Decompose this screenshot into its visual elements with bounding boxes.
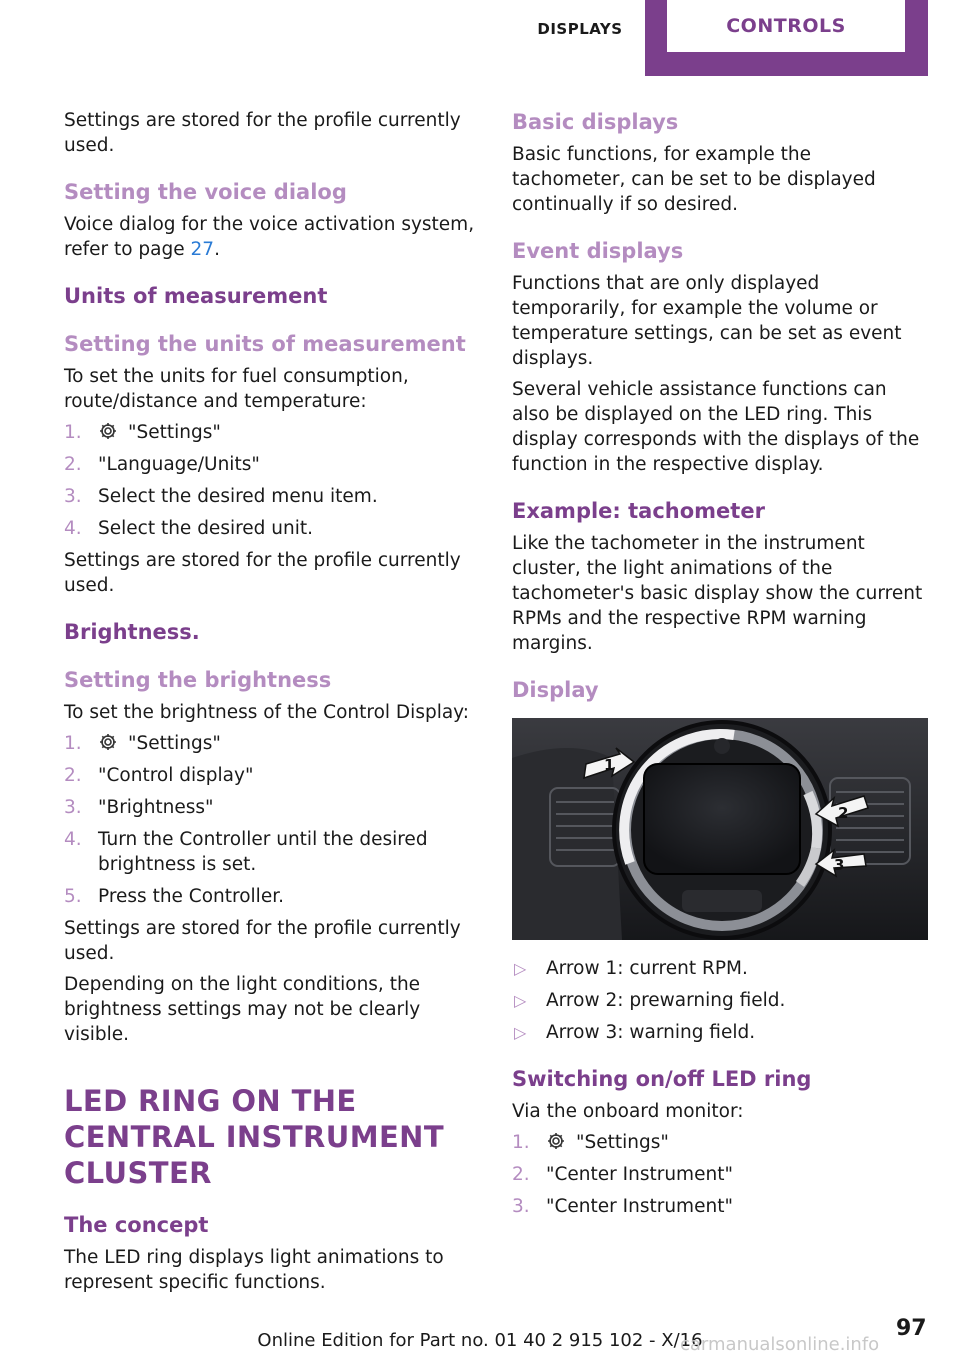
step-number: 5.	[64, 886, 82, 907]
triangle-bullet-icon: ▷	[514, 959, 527, 978]
step-text: Select the desired menu item.	[98, 486, 378, 507]
step-text: "Settings"	[128, 422, 221, 443]
arrow-3-label: 3	[834, 856, 845, 874]
step-text: Press the Controller.	[98, 886, 284, 907]
step-number: 1.	[64, 422, 82, 443]
paragraph-stored-1: Settings are stored for the profile currently used.	[64, 110, 461, 156]
tab-displays: DISPLAYS	[537, 20, 623, 38]
page-link-27[interactable]: 27	[190, 239, 215, 260]
heading-display: Display	[512, 678, 599, 702]
heading-brightness-setting: Setting the brightness	[64, 668, 332, 692]
gear-icon	[546, 1131, 566, 1151]
step-text: "Settings"	[128, 733, 221, 754]
heading-example: Example: tachometer	[512, 499, 765, 523]
tab-controls	[645, 0, 928, 76]
arrow-text: Arrow 3: warning field.	[546, 1022, 756, 1043]
step-text: "Center Instrument"	[546, 1164, 733, 1185]
paragraph-concept: The LED ring displays light animations to represent specific functions.	[64, 1247, 444, 1293]
heading-basic-displays: Basic displays	[512, 110, 679, 134]
list-item	[512, 956, 928, 981]
list-item	[64, 763, 478, 788]
list-item	[64, 827, 478, 877]
heading-switch-led: Switching on/off LED ring	[512, 1067, 812, 1091]
watermark: carmanualsonline.info	[680, 1334, 880, 1355]
step-number: 2.	[64, 454, 82, 475]
step-text: "Control display"	[98, 765, 254, 786]
step-text: "Brightness"	[98, 797, 214, 818]
paragraph-event-1: Functions that are only displayed temporarily, for example the volume or temperature settings, can be set as event displays.	[512, 273, 902, 369]
left-column	[64, 108, 478, 1301]
arrow-2-label: 2	[838, 804, 849, 822]
list-item	[64, 884, 478, 909]
list-item	[64, 452, 478, 477]
triangle-bullet-icon: ▷	[514, 1023, 527, 1042]
gear-icon	[98, 732, 118, 752]
brightness-steps-list	[64, 731, 478, 909]
units-steps-list	[64, 420, 478, 541]
paragraph-depending: Depending on the light conditions, the brightness settings may not be clearly visible.	[64, 974, 421, 1045]
step-text: Turn the Controller until the desired brightness is set.	[98, 829, 428, 875]
step-text: Select the desired unit.	[98, 518, 314, 539]
heading-units-setting: Setting the units of measurement	[64, 332, 466, 356]
voice-text: Voice dialog for the voice activation system, refer to page	[64, 214, 475, 260]
paragraph-switch: Via the onboard monitor:	[512, 1101, 744, 1122]
step-number: 3.	[64, 797, 82, 818]
paragraph-stored-2: Settings are stored for the profile currently used.	[64, 550, 461, 596]
heading-brightness: Brightness.	[64, 620, 200, 644]
voice-text-end: .	[214, 239, 220, 260]
step-number: 2.	[64, 765, 82, 786]
step-number: 1.	[512, 1132, 530, 1153]
step-text: "Settings"	[576, 1132, 669, 1153]
right-column	[512, 108, 928, 1226]
step-text: "Center Instrument"	[546, 1196, 733, 1217]
paragraph-basic: Basic functions, for example the tachometer, can be set to be displayed continually if so desired.	[512, 144, 876, 215]
arrow-1-label: 1	[604, 756, 615, 774]
arrow-text: Arrow 1: current RPM.	[546, 958, 748, 979]
step-number: 3.	[64, 486, 82, 507]
step-number: 1.	[64, 733, 82, 754]
arrow-text: Arrow 2: prewarning field.	[546, 990, 786, 1011]
gear-icon	[98, 421, 118, 441]
list-item	[64, 516, 478, 541]
step-number: 3.	[512, 1196, 530, 1217]
step-number: 2.	[512, 1164, 530, 1185]
step-number: 4.	[64, 518, 82, 539]
heading-voice-dialog: Setting the voice dialog	[64, 180, 347, 204]
paragraph-stored-3: Settings are stored for the profile currently used.	[64, 918, 461, 964]
arrows-list	[512, 956, 928, 1045]
list-item	[512, 1194, 928, 1219]
list-item	[512, 1020, 928, 1045]
footer-edition: Online Edition for Part no. 01 40 2 915 102 - X/16	[257, 1330, 703, 1351]
list-item	[64, 731, 478, 756]
paragraph-voice-dialog	[64, 212, 478, 262]
list-item	[64, 795, 478, 820]
step-text: "Language/Units"	[98, 454, 260, 475]
paragraph-units: To set the units for fuel consumption, route/distance and temperature:	[64, 366, 409, 412]
list-item	[64, 484, 478, 509]
list-item	[512, 988, 928, 1013]
paragraph-example: Like the tachometer in the instrument cluster, the light animations of the tachometer's basic display show the current RPMs and the respective RPM warning margins.	[512, 533, 923, 654]
heading-units: Units of measurement	[64, 284, 328, 308]
step-number: 4.	[64, 829, 82, 850]
led-ring-photo	[512, 718, 928, 940]
list-item	[512, 1130, 928, 1155]
list-item	[512, 1162, 928, 1187]
switch-steps-list	[512, 1130, 928, 1219]
tab-controls-label: CONTROLS	[667, 0, 905, 52]
paragraph-brightness: To set the brightness of the Control Display:	[64, 702, 470, 723]
heading-led-ring: LED RING ON THE CENTRAL INSTRUMENT CLUSTER	[64, 1084, 445, 1190]
triangle-bullet-icon: ▷	[514, 991, 527, 1010]
heading-event-displays: Event displays	[512, 239, 684, 263]
paragraph-event-2: Several vehicle assistance functions can also be displayed on the LED ring. This display corresponds with the displays of the function in the respective display.	[512, 379, 920, 475]
heading-concept: The concept	[64, 1213, 209, 1237]
page-number: 97	[896, 1316, 927, 1341]
list-item	[64, 420, 478, 445]
